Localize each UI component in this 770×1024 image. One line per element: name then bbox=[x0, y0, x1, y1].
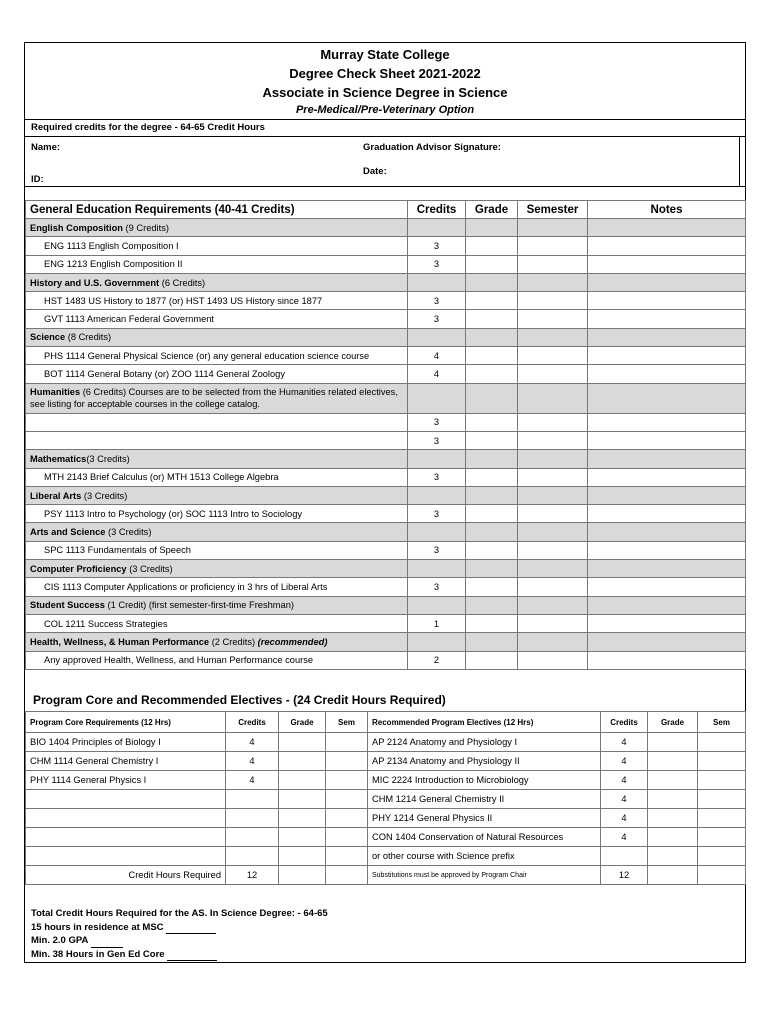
grade-cell[interactable] bbox=[648, 809, 698, 828]
required-credits: Required credits for the degree - 64-65 Credit Hours bbox=[31, 122, 265, 133]
program-table bbox=[25, 711, 746, 885]
semester-cell[interactable] bbox=[518, 365, 588, 383]
credits-cell: 3 bbox=[408, 468, 466, 486]
category-label bbox=[26, 273, 408, 291]
program-row bbox=[26, 828, 746, 847]
credits-cell: 4 bbox=[226, 752, 279, 771]
empty-cell bbox=[466, 633, 518, 651]
empty-cell bbox=[466, 596, 518, 614]
credits-cell: 3 bbox=[408, 237, 466, 255]
semester-cell[interactable] bbox=[518, 310, 588, 328]
sem-cell[interactable] bbox=[698, 752, 746, 771]
empty-cell bbox=[466, 560, 518, 578]
id-field[interactable]: ID: bbox=[31, 174, 44, 185]
course-row bbox=[26, 255, 746, 273]
course-name: HST 1483 US History to 1877 (or) HST 1493 US History since 1877 bbox=[26, 292, 408, 310]
category-row bbox=[26, 328, 746, 346]
empty-cell bbox=[518, 219, 588, 237]
course-row bbox=[26, 431, 746, 449]
empty-cell bbox=[408, 219, 466, 237]
empty-cell bbox=[466, 219, 518, 237]
course-row bbox=[26, 310, 746, 328]
course-name: COL 1211 Success Strategies bbox=[26, 614, 408, 632]
grade-cell[interactable] bbox=[648, 752, 698, 771]
empty-cell bbox=[588, 273, 746, 291]
empty-cell bbox=[466, 328, 518, 346]
grade-cell[interactable] bbox=[466, 292, 518, 310]
course-row bbox=[26, 614, 746, 632]
core-course[interactable] bbox=[26, 809, 226, 828]
credits-cell: 1 bbox=[408, 614, 466, 632]
empty-cell bbox=[588, 523, 746, 541]
grade-cell[interactable] bbox=[648, 790, 698, 809]
notes-cell[interactable] bbox=[588, 413, 746, 431]
category-detail: (1 Credit) (first semester-first-time Freshman) bbox=[104, 600, 294, 611]
core-course: CHM 1114 General Chemistry I bbox=[26, 752, 226, 771]
grade-cell[interactable] bbox=[466, 347, 518, 365]
grade-cell[interactable] bbox=[466, 651, 518, 669]
degree-check-sheet bbox=[24, 42, 746, 963]
core-course[interactable] bbox=[26, 828, 226, 847]
category-name: English Composition bbox=[30, 222, 123, 233]
sem-cell[interactable] bbox=[326, 733, 368, 752]
category-label bbox=[26, 560, 408, 578]
grade-cell[interactable] bbox=[466, 255, 518, 273]
program-row bbox=[26, 847, 746, 866]
empty-cell bbox=[698, 866, 746, 885]
category-row bbox=[26, 523, 746, 541]
category-detail: (2 Credits) bbox=[209, 636, 256, 647]
sem-cell[interactable] bbox=[326, 771, 368, 790]
empty-cell bbox=[518, 383, 588, 413]
column-header: Sem bbox=[326, 712, 368, 733]
grade-cell[interactable] bbox=[466, 431, 518, 449]
credits-cell: 4 bbox=[601, 771, 648, 790]
grade-cell[interactable] bbox=[279, 828, 326, 847]
notes-cell[interactable] bbox=[588, 431, 746, 449]
sem-cell[interactable] bbox=[326, 752, 368, 771]
category-row bbox=[26, 486, 746, 504]
notes-cell[interactable] bbox=[588, 292, 746, 310]
course-name[interactable] bbox=[26, 413, 408, 431]
grade-cell[interactable] bbox=[466, 310, 518, 328]
semester-cell[interactable] bbox=[518, 541, 588, 559]
semester-cell[interactable] bbox=[518, 468, 588, 486]
notes-cell[interactable] bbox=[588, 541, 746, 559]
category-note: (recommended) bbox=[255, 636, 328, 647]
substitution-note: Substitutions must be approved by Program Chair bbox=[368, 866, 601, 885]
empty-cell bbox=[408, 560, 466, 578]
grade-cell[interactable] bbox=[466, 237, 518, 255]
totals-row bbox=[26, 866, 746, 885]
empty-cell bbox=[408, 633, 466, 651]
empty-cell bbox=[408, 596, 466, 614]
empty-cell bbox=[408, 523, 466, 541]
category-label bbox=[26, 523, 408, 541]
divider bbox=[739, 136, 740, 186]
notes-cell[interactable] bbox=[588, 255, 746, 273]
category-name: Science bbox=[30, 332, 66, 343]
sem-cell[interactable] bbox=[326, 790, 368, 809]
category-name: History and U.S. Government bbox=[30, 277, 160, 288]
category-detail: (3 Credits) bbox=[105, 527, 152, 538]
gen-ed-table bbox=[25, 200, 746, 670]
credits-cell: 2 bbox=[408, 651, 466, 669]
category-label bbox=[26, 633, 408, 651]
program-row bbox=[26, 790, 746, 809]
credits-cell bbox=[601, 847, 648, 866]
grade-cell[interactable] bbox=[279, 790, 326, 809]
gen-ed-header-row bbox=[26, 201, 746, 219]
category-row bbox=[26, 219, 746, 237]
grade-cell[interactable] bbox=[279, 847, 326, 866]
credits-cell: 4 bbox=[601, 809, 648, 828]
core-total: 12 bbox=[226, 866, 279, 885]
empty-cell bbox=[588, 560, 746, 578]
credits-cell bbox=[226, 847, 279, 866]
course-row bbox=[26, 505, 746, 523]
credits-cell: 4 bbox=[601, 790, 648, 809]
grade-cell[interactable] bbox=[648, 771, 698, 790]
notes-cell[interactable] bbox=[588, 505, 746, 523]
category-detail: (6 Credits) Courses are to be selected from the Humanities related electives, see listing for acceptable courses in the college catalog. bbox=[30, 387, 398, 410]
course-name: SPC 1113 Fundamentals of Speech bbox=[26, 541, 408, 559]
credits-cell: 4 bbox=[601, 733, 648, 752]
category-name: Computer Proficiency bbox=[30, 563, 127, 574]
category-name: Arts and Science bbox=[30, 527, 106, 538]
course-row bbox=[26, 413, 746, 431]
empty-cell bbox=[326, 866, 368, 885]
notes-cell[interactable] bbox=[588, 614, 746, 632]
grade-cell[interactable] bbox=[648, 828, 698, 847]
course-name: MTH 2143 Brief Calculus (or) MTH 1513 College Algebra bbox=[26, 468, 408, 486]
semester-cell[interactable] bbox=[518, 292, 588, 310]
residence-line[interactable]: 15 hours in residence at MSC bbox=[31, 921, 328, 935]
semester-cell[interactable] bbox=[518, 431, 588, 449]
empty-cell bbox=[408, 486, 466, 504]
grade-cell[interactable] bbox=[648, 733, 698, 752]
total-credits-line: Total Credit Hours Required for the AS. In Science Degree: - 64-65 bbox=[31, 908, 328, 919]
course-row bbox=[26, 365, 746, 383]
column-header: Sem bbox=[698, 712, 746, 733]
sem-cell[interactable] bbox=[698, 733, 746, 752]
elective-course: or other course with Science prefix bbox=[368, 847, 601, 866]
notes-cell[interactable] bbox=[588, 578, 746, 596]
core-course: PHY 1114 General Physics I bbox=[26, 771, 226, 790]
credits-cell: 4 bbox=[408, 347, 466, 365]
grade-cell[interactable] bbox=[648, 847, 698, 866]
column-header: Semester bbox=[518, 201, 588, 219]
category-name: Mathematics bbox=[30, 453, 87, 464]
sheet-title: Degree Check Sheet 2021-2022 bbox=[289, 66, 481, 81]
sem-cell[interactable] bbox=[698, 790, 746, 809]
empty-cell bbox=[408, 328, 466, 346]
notes-cell[interactable] bbox=[588, 365, 746, 383]
grade-cell[interactable] bbox=[279, 733, 326, 752]
empty-cell bbox=[408, 383, 466, 413]
grade-cell[interactable] bbox=[466, 614, 518, 632]
category-label bbox=[26, 486, 408, 504]
elective-course: AP 2134 Anatomy and Physiology II bbox=[368, 752, 601, 771]
sem-cell[interactable] bbox=[326, 809, 368, 828]
empty-cell bbox=[588, 596, 746, 614]
course-name: BOT 1114 General Botany (or) ZOO 1114 General Zoology bbox=[26, 365, 408, 383]
program-header-row bbox=[26, 712, 746, 733]
grade-cell[interactable] bbox=[466, 541, 518, 559]
category-row bbox=[26, 450, 746, 468]
credits-cell: 3 bbox=[408, 255, 466, 273]
category-label bbox=[26, 328, 408, 346]
column-header: Grade bbox=[279, 712, 326, 733]
degree-title: Associate in Science Degree in Science bbox=[262, 85, 508, 100]
notes-cell[interactable] bbox=[588, 347, 746, 365]
course-name: PHS 1114 General Physical Science (or) any general education science course bbox=[26, 347, 408, 365]
program-row bbox=[26, 771, 746, 790]
sem-cell[interactable] bbox=[326, 828, 368, 847]
empty-cell bbox=[518, 523, 588, 541]
empty-cell bbox=[588, 633, 746, 651]
empty-cell bbox=[466, 383, 518, 413]
category-row bbox=[26, 596, 746, 614]
grade-cell[interactable] bbox=[466, 505, 518, 523]
category-name: Student Success bbox=[30, 600, 105, 611]
credits-cell: 4 bbox=[601, 752, 648, 771]
category-label bbox=[26, 450, 408, 468]
credits-cell: 3 bbox=[408, 431, 466, 449]
credits-cell bbox=[226, 828, 279, 847]
empty-cell bbox=[518, 450, 588, 468]
advisor-signature-field[interactable]: Graduation Advisor Signature: bbox=[363, 142, 501, 153]
sem-cell[interactable] bbox=[698, 847, 746, 866]
elective-course: CHM 1214 General Chemistry II bbox=[368, 790, 601, 809]
category-name: Health, Wellness, & Human Performance bbox=[30, 636, 210, 647]
credits-cell: 3 bbox=[408, 310, 466, 328]
grade-cell[interactable] bbox=[466, 365, 518, 383]
category-row bbox=[26, 273, 746, 291]
grade-cell[interactable] bbox=[466, 413, 518, 431]
empty-cell bbox=[648, 866, 698, 885]
credits-cell: 4 bbox=[226, 771, 279, 790]
total-label: Credit Hours Required bbox=[26, 866, 226, 885]
semester-cell[interactable] bbox=[518, 237, 588, 255]
credits-cell: 3 bbox=[408, 413, 466, 431]
empty-cell bbox=[466, 523, 518, 541]
column-header: Grade bbox=[466, 201, 518, 219]
course-row bbox=[26, 541, 746, 559]
category-label bbox=[26, 383, 408, 413]
credits-cell: 3 bbox=[408, 292, 466, 310]
notes-cell[interactable] bbox=[588, 310, 746, 328]
category-row bbox=[26, 560, 746, 578]
course-row bbox=[26, 347, 746, 365]
divider bbox=[25, 119, 745, 120]
credits-cell: 3 bbox=[408, 505, 466, 523]
course-row bbox=[26, 468, 746, 486]
empty-cell bbox=[588, 219, 746, 237]
course-row bbox=[26, 578, 746, 596]
empty-cell bbox=[588, 486, 746, 504]
course-name[interactable] bbox=[26, 431, 408, 449]
course-name: ENG 1113 English Composition I bbox=[26, 237, 408, 255]
category-name: Humanities bbox=[30, 387, 81, 398]
sem-cell[interactable] bbox=[698, 771, 746, 790]
semester-cell[interactable] bbox=[518, 347, 588, 365]
course-row bbox=[26, 292, 746, 310]
notes-cell[interactable] bbox=[588, 651, 746, 669]
credits-cell: 3 bbox=[408, 541, 466, 559]
elective-course: PHY 1214 General Physics II bbox=[368, 809, 601, 828]
grade-cell[interactable] bbox=[279, 752, 326, 771]
empty-cell bbox=[518, 596, 588, 614]
category-label bbox=[26, 219, 408, 237]
category-detail: (8 Credits) bbox=[65, 332, 112, 343]
empty-cell bbox=[279, 866, 326, 885]
date-field[interactable]: Date: bbox=[363, 166, 387, 177]
course-name: CIS 1113 Computer Applications or proficiency in 3 hrs of Liberal Arts bbox=[26, 578, 408, 596]
empty-cell bbox=[588, 328, 746, 346]
divider bbox=[25, 136, 745, 137]
empty-cell bbox=[518, 328, 588, 346]
column-header: Program Core Requirements (12 Hrs) bbox=[26, 712, 226, 733]
column-header: Recommended Program Electives (12 Hrs) bbox=[368, 712, 601, 733]
empty-cell bbox=[518, 273, 588, 291]
gen-ed-title: General Education Requirements (40-41 Credits) bbox=[26, 201, 408, 219]
college-name: Murray State College bbox=[320, 47, 450, 62]
sem-cell[interactable] bbox=[698, 809, 746, 828]
credits-cell: 3 bbox=[408, 578, 466, 596]
credits-cell: 4 bbox=[601, 828, 648, 847]
grade-cell[interactable] bbox=[466, 468, 518, 486]
course-name: Any approved Health, Wellness, and Human Performance course bbox=[26, 651, 408, 669]
sem-cell[interactable] bbox=[698, 828, 746, 847]
category-row bbox=[26, 633, 746, 651]
notes-cell[interactable] bbox=[588, 237, 746, 255]
category-row bbox=[26, 383, 746, 413]
column-header: Notes bbox=[588, 201, 746, 219]
sem-cell[interactable] bbox=[326, 847, 368, 866]
elective-course: CON 1404 Conservation of Natural Resources bbox=[368, 828, 601, 847]
category-name: Liberal Arts bbox=[30, 490, 82, 501]
semester-cell[interactable] bbox=[518, 578, 588, 596]
core-course: BIO 1404 Principles of Biology I bbox=[26, 733, 226, 752]
credits-cell: 4 bbox=[226, 733, 279, 752]
gpa-line[interactable]: Min. 2.0 GPA bbox=[31, 934, 328, 948]
elective-total: 12 bbox=[601, 866, 648, 885]
empty-cell bbox=[466, 450, 518, 468]
empty-cell bbox=[408, 273, 466, 291]
category-detail: (6 Credits) bbox=[159, 277, 206, 288]
semester-cell[interactable] bbox=[518, 651, 588, 669]
grade-cell[interactable] bbox=[279, 809, 326, 828]
column-header: Grade bbox=[648, 712, 698, 733]
elective-course: AP 2124 Anatomy and Physiology I bbox=[368, 733, 601, 752]
empty-cell bbox=[408, 450, 466, 468]
course-row bbox=[26, 237, 746, 255]
empty-cell bbox=[466, 273, 518, 291]
empty-cell bbox=[588, 383, 746, 413]
elective-course: MIC 2224 Introduction to Microbiology bbox=[368, 771, 601, 790]
core-course[interactable] bbox=[26, 790, 226, 809]
course-name: ENG 1213 English Composition II bbox=[26, 255, 408, 273]
credits-cell bbox=[226, 809, 279, 828]
core-course[interactable] bbox=[26, 847, 226, 866]
course-row bbox=[26, 651, 746, 669]
category-label bbox=[26, 596, 408, 614]
semester-cell[interactable] bbox=[518, 255, 588, 273]
category-detail: (3 Credits) bbox=[86, 453, 130, 464]
degree-option: Pre-Medical/Pre-Veterinary Option bbox=[295, 104, 475, 116]
semester-cell[interactable] bbox=[518, 413, 588, 431]
footer-requirements bbox=[31, 907, 328, 961]
category-detail: (3 Credits) bbox=[81, 490, 128, 501]
course-name: GVT 1113 American Federal Government bbox=[26, 310, 408, 328]
course-name: PSY 1113 Intro to Psychology (or) SOC 1113 Intro to Sociology bbox=[26, 505, 408, 523]
semester-cell[interactable] bbox=[518, 505, 588, 523]
notes-cell[interactable] bbox=[588, 468, 746, 486]
empty-cell bbox=[518, 633, 588, 651]
semester-cell[interactable] bbox=[518, 614, 588, 632]
empty-cell bbox=[588, 450, 746, 468]
program-title: Program Core and Recommended Electives - (24 Credit Hours Required) bbox=[33, 693, 446, 707]
gen-ed-hours-line[interactable]: Min. 38 Hours in Gen Ed Core bbox=[31, 948, 328, 962]
credits-cell: 4 bbox=[408, 365, 466, 383]
program-row bbox=[26, 809, 746, 828]
column-header: Credits bbox=[601, 712, 648, 733]
grade-cell[interactable] bbox=[466, 578, 518, 596]
category-detail: (3 Credits) bbox=[126, 563, 173, 574]
grade-cell[interactable] bbox=[279, 771, 326, 790]
divider bbox=[25, 186, 745, 187]
column-header: Credits bbox=[226, 712, 279, 733]
category-detail: (9 Credits) bbox=[122, 222, 169, 233]
name-field[interactable]: Name: bbox=[31, 142, 61, 153]
credits-cell bbox=[226, 790, 279, 809]
column-header: Credits bbox=[408, 201, 466, 219]
program-row bbox=[26, 733, 746, 752]
empty-cell bbox=[518, 560, 588, 578]
empty-cell bbox=[518, 486, 588, 504]
program-row bbox=[26, 752, 746, 771]
empty-cell bbox=[466, 486, 518, 504]
